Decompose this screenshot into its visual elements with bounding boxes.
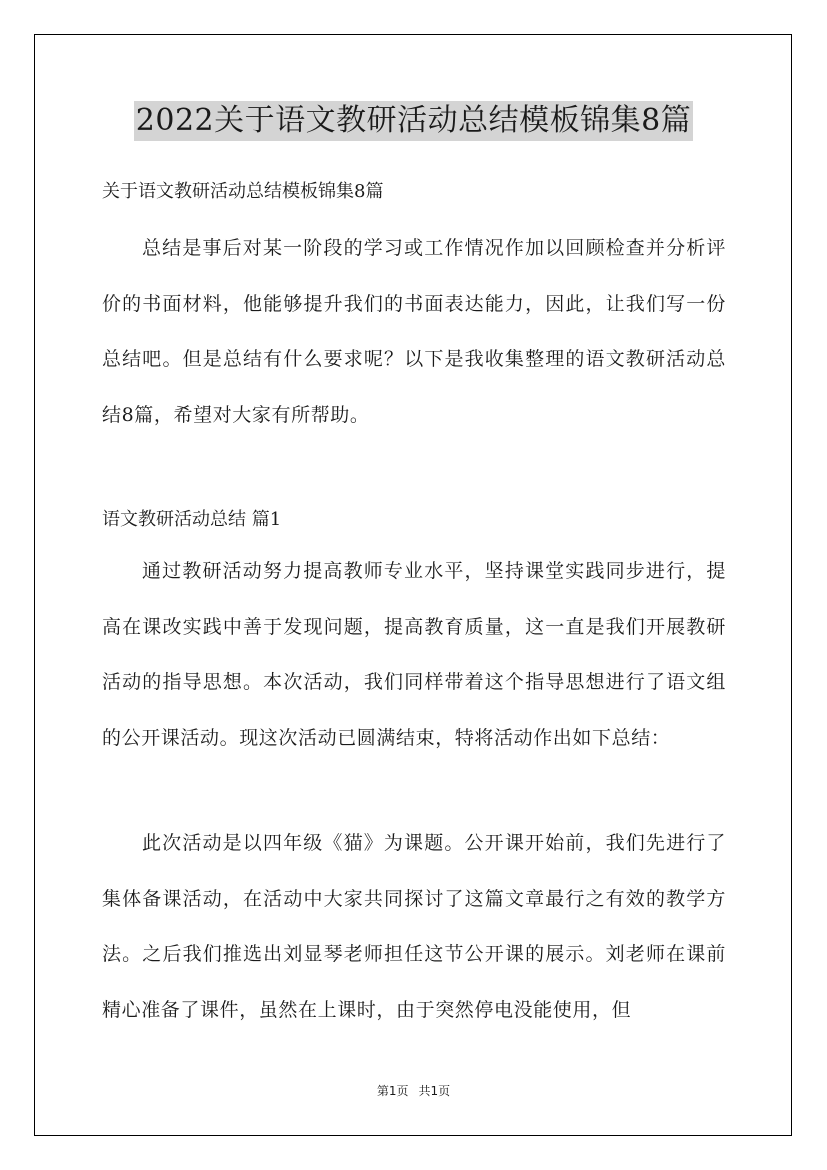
document-title-text: 2022关于语文教研活动总结模板锦集8篇 bbox=[134, 101, 693, 141]
section-heading: 语文教研活动总结 篇1 bbox=[102, 509, 282, 530]
document-subtitle: 关于语文教研活动总结模板锦集8篇 bbox=[102, 181, 384, 202]
body-paragraph: 此次活动是以四年级《猫》为课题。公开课开始前，我们先进行了集体备课活动，在活动中大家共同探讨了这篇文章最行之有效的教学方法。之后我们推选出刘显琴老师担任这节公开课的展示。刘老师在课前精心准备了课件，虽然在上课时，由于突然停电没能使用，但 bbox=[102, 832, 726, 1021]
body-paragraph: 通过教研活动努力提高教师专业水平，坚持课堂实践同步进行，提高在课改实践中善于发现问题，提高教育质量，这一直是我们开展教研活动的指导思想。本次活动，我们同样带着这个指导思想进行了语文组的公开课活动。现这次活动已圆满结束，特将活动作出如下总结： bbox=[102, 560, 726, 749]
page-total: 共1页 bbox=[418, 1084, 451, 1098]
page-number: 第1页 bbox=[376, 1084, 409, 1098]
intro-paragraph: 总结是事后对某一阶段的学习或工作情况作加以回顾检查并分析评价的书面材料，他能够提升我们的书面表达能力，因此，让我们写一份总结吧。但是总结有什么要求呢？以下是我收集整理的语文教研活动总结8篇，希望对大家有所帮助。 bbox=[102, 237, 726, 426]
page-footer bbox=[0, 1083, 827, 1099]
document-title bbox=[0, 101, 827, 141]
